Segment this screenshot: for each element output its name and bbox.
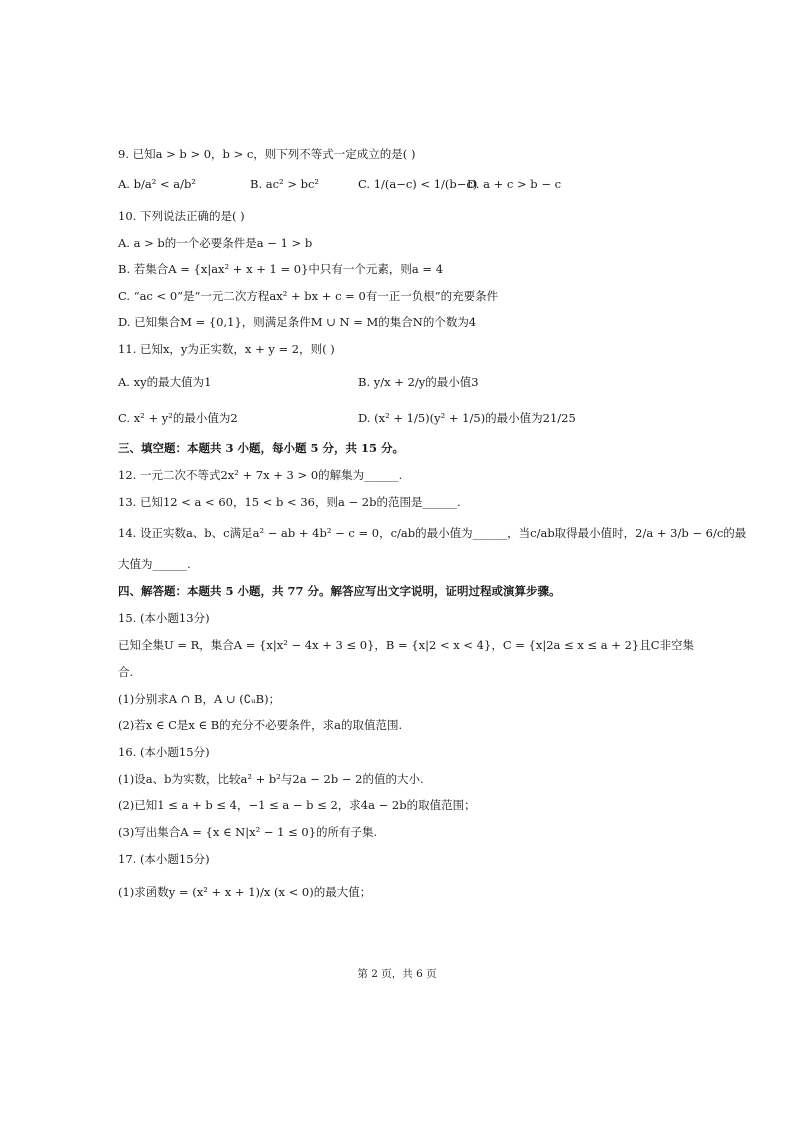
q15-line-1: 已知全集U = R，集合A = {x|x² − 4x + 3 ≤ 0}，B = {x|2 < x < 4}，C = {x|2a ≤ x ≤ a + 2}且C非空集	[118, 638, 695, 652]
q11-option-c: C. x² + y²的最小值为2	[118, 411, 238, 425]
q11-option-a: A. xy的最大值为1	[118, 375, 212, 389]
q10-stem: 10. 下列说法正确的是( )	[118, 209, 245, 223]
q15-part-1: (1)分别求A ∩ B，A ∪ (∁ᵤB)；	[118, 692, 281, 706]
q10-option-c: C. “ac < 0”是“一元二次方程ax² + bx + c = 0有一正一负根”的充要条件	[118, 289, 499, 303]
q17-part-1: (1)求函数y = (x² + x + 1)/x (x < 0)的最大值；	[118, 885, 372, 899]
q16-head: 16. (本小题15分)	[118, 745, 210, 759]
q15-line-2: 合.	[118, 665, 134, 679]
q16-part-3: (3)写出集合A = {x ∈ N|x² − 1 ≤ 0}的所有子集.	[118, 825, 378, 839]
q9-stem: 9. 已知a > b > 0，b > c，则下列不等式一定成立的是( )	[118, 147, 416, 161]
q14-line-2: 大值为______.	[118, 557, 191, 571]
q11-option-b: B. y/x + 2/y的最小值3	[358, 375, 479, 389]
q15-head: 15. (本小题13分)	[118, 611, 210, 625]
q16-part-2: (2)已知1 ≤ a + b ≤ 4，−1 ≤ a − b ≤ 2，求4a − 2b的取值范围；	[118, 798, 476, 812]
q16-part-1: (1)设a、b为实数，比较a² + b²与2a − 2b − 2的值的大小.	[118, 772, 424, 786]
q15-part-2: (2)若x ∈ C是x ∈ B的充分不必要条件，求a的取值范围.	[118, 718, 403, 732]
q9-option-b: B. ac² > bc²	[250, 177, 320, 191]
q9-option-d: D. a + c > b − c	[467, 177, 562, 191]
q13-text: 13. 已知12 < a < 60，15 < b < 36，则a − 2b的范围是______.	[118, 495, 461, 509]
q11-option-d: D. (x² + 1/5)(y² + 1/5)的最小值为21/25	[358, 411, 576, 425]
q9-option-a: A. b/a² < a/b²	[118, 177, 196, 191]
page-footer: 第 2 页，共 6 页	[357, 968, 437, 980]
q12-text: 12. 一元二次不等式2x² + 7x + 3 > 0的解集为______.	[118, 468, 403, 482]
q14-line-1: 14. 设正实数a、b、c满足a² − ab + 4b² − c = 0，c/ab的最小值为______，当c/ab取得最小值时，2/a + 3/b − 6/c的最	[118, 526, 747, 540]
q10-option-a: A. a > b的一个必要条件是a − 1 > b	[118, 236, 313, 250]
q10-option-b: B. 若集合A = {x|ax² + x + 1 = 0}中只有一个元素，则a = 4	[118, 262, 444, 276]
q9-option-c: C. 1/(a−c) < 1/(b−c)	[358, 177, 478, 191]
section-4-heading: 四、解答题：本题共 5 小题，共 77 分。解答应写出文字说明，证明过程或演算步骤。	[118, 584, 561, 598]
q10-option-d: D. 已知集合M = {0,1}，则满足条件M ∪ N = M的集合N的个数为4	[118, 315, 477, 329]
q17-head: 17. (本小题15分)	[118, 852, 210, 866]
q11-stem: 11. 已知x，y为正实数，x + y = 2，则( )	[118, 342, 335, 356]
section-3-heading: 三、填空题：本题共 3 小题，每小题 5 分，共 15 分。	[118, 441, 405, 455]
